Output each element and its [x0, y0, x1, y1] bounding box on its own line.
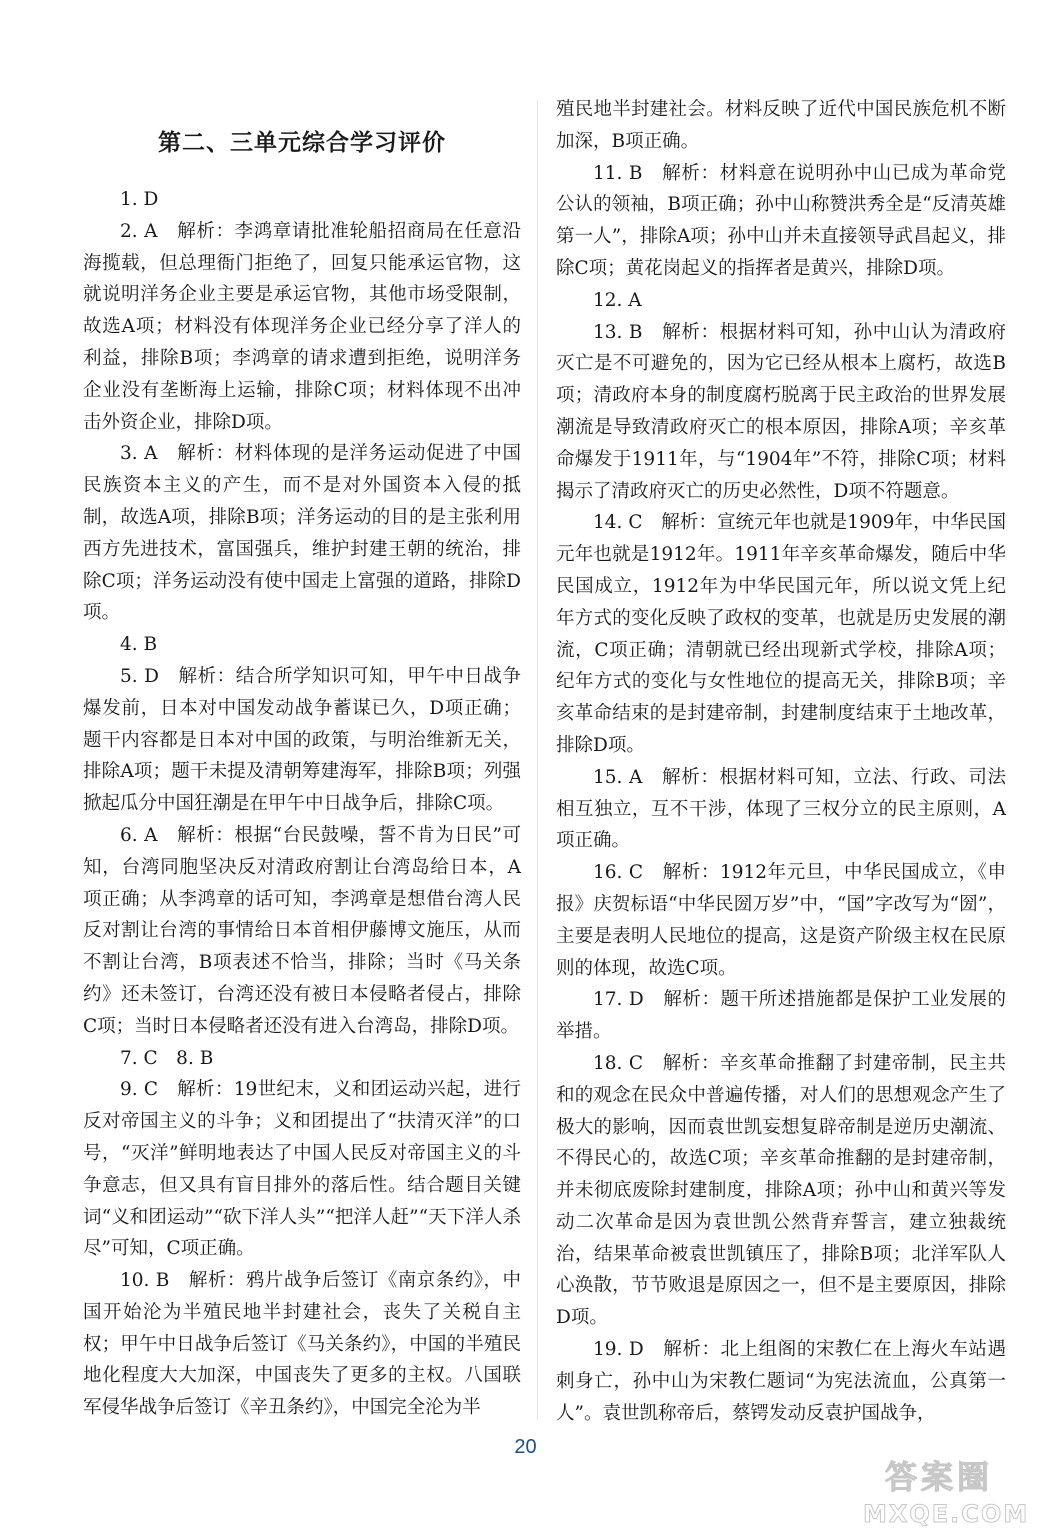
column-divider: [537, 100, 538, 1420]
page-number: 20: [514, 1436, 537, 1458]
answer-6: 6. A 解析：根据“台民鼓噪，誓不肯为日民”可知，台湾同胞坚决反对清政府割让台湾岛给日本，A项正确；从李鸿章的话可知，李鸿章是想借台湾人民反对割让台湾的事情给日本首相伊藤博文施压，从而不割让台湾，B项表述不恰当，排除；当时《马关条约》还未签订，台湾还没有被日本侵略者侵占，排除C项；当时日本侵略者还没有进入台湾岛，排除D项。: [83, 824, 521, 1037]
answer-7-8: 7. C 8. B: [120, 1047, 214, 1069]
answer-11: 11. B 解析：材料意在说明孙中山已成为革命党公认的领袖，B项正确；孙中山称赞洪秀全是“反清英雄第一人”，排除A项；孙中山并未直接领导武昌起义，排除C项；黄花岗起义的指挥者是黄兴，排除D项。: [556, 162, 1006, 279]
answer-19: 19. D 解析：北上组阁的宋教仁在上海火车站遇刺身亡，孙中山为宋教仁题词“为宪法流血，公真第一人”。袁世凯称帝后，蔡锷发动反袁护国战争，: [556, 1339, 1006, 1424]
answer-12: 12. A: [593, 289, 642, 311]
answer-4: 4. B: [120, 634, 158, 656]
watermark-line2: MXQE.COM: [863, 1500, 1030, 1528]
answer-18: 18. C 解析：辛亥革命推翻了封建帝制，民主共和的观念在民众中普遍传播，对人们的思想观念产生了极大的影响，因而袁世凯妄想复辟帝制是逆历史潮流、不得民心的，故选C项；辛亥革命推翻的是封建帝制，并未彻底废除封建制度，排除A项；孙中山和黄兴等发动二次革命是因为袁世凯公然背弃誓言，建立独裁统治，结果革命被袁世凯镇压了，排除B项；北洋军队人心涣散，节节败退是原因之一，但不是主要原因，排除D项。: [556, 1052, 1006, 1329]
answer-1: 1. D: [120, 189, 159, 210]
watermark-logo: [855, 1452, 1045, 1532]
answer-2: 2. A 解析：李鸿章请批准轮船招商局在任意沿海揽载，但总理衙门拒绝了，回复只能承运官物，这就说明洋务企业主要是承运官物，其他市场受限制，故选A项；材料没有体现洋务企业已经分享了洋人的利益，排除B项；李鸿章的请求遭到拒绝，说明洋务企业没有垄断海上运输，排除C项；材料体现不出冲击外资企业，排除D项。: [83, 220, 521, 433]
answer-14: 14. C 解析：宣统元年也就是1909年，中华民国元年也就是1912年。1911年辛亥革命爆发，随后中华民国成立，1912年为中华民国元年，所以说文凭上纪年方式的变化反映了政权的变革，也就是历史发展的潮流，C项正确；清朝就已经出现新式学校，排除A项；纪年方式的变化与女性地位的提高无关，排除B项；辛亥革命结束的是封建帝制，封建制度结束于土地改革，排除D项。: [556, 512, 1006, 756]
left-column: [83, 124, 521, 1424]
answer-3: 3. A 解析：材料体现的是洋务运动促进了中国民族资本主义的产生，而不是对外国资本入侵的抵制，故选A项，排除B项；洋务运动的目的是主张利用西方先进技术，富国强兵，维护封建王朝的统治，排除C项；洋务运动没有使中国走上富强的道路，排除D项。: [83, 443, 521, 624]
answer-15: 15. A 解析：根据材料可知，立法、行政、司法相互独立，互不干涉，体现了三权分立的民主原则，A项正确。: [556, 766, 1006, 852]
answer-10-continued: 殖民地半封建社会。材料反映了近代中国民族危机不断加深，B项正确。: [556, 99, 1006, 152]
watermark-line1: 答案圈: [885, 1458, 994, 1496]
answer-5: 5. D 解析：结合所学知识可知，甲午中日战争爆发前，日本对中国发动战争蓄谋已久，D项正确；题干内容都是日本对中国的政策，与明治维新无关，排除A项；题干未提及清朝筹建海军，排除B项；列强掀起瓜分中国狂潮是在甲午中日战争后，排除C项。: [83, 665, 521, 815]
section-title: 第二、三单元综合学习评价: [158, 130, 446, 156]
answer-9: 9. C 解析：19世纪末，义和团运动兴起，进行反对帝国主义的斗争；义和团提出了“扶清灭洋”的口号，“灭洋”鲜明地表达了中国人民反对帝国主义的斗争意志，但又具有盲目排外的落后性。结合题目关键词“义和团运动”“砍下洋人头”“把洋人赶”“天下洋人杀尽”可知，C项正确。: [83, 1079, 521, 1260]
answer-16: 16. C 解析：1912年元旦，中华民国成立，《申报》庆贺标语“中华民圀万岁”中，“国”字改写为“圀”，主要是表明人民地位的提高，这是资产阶级主权在民原则的体现，故选C项。: [556, 862, 1006, 979]
answer-13: 13. B 解析：根据材料可知，孙中山认为清政府灭亡是不可避免的，因为它已经从根本上腐朽，故选B项；清政府本身的制度腐朽脱离于民主政治的世界发展潮流是导致清政府灭亡的根本原因，排除A项；辛亥革命爆发于1911年，与“1904年”不符，排除C项；材料揭示了清政府灭亡的历史必然性，D项不符题意。: [556, 321, 1006, 502]
answer-10: 10. B 解析：鸦片战争后签订《南京条约》，中国开始沦为半殖民地半封建社会，丧失了关税自主权；甲午中日战争后签订《马关条约》，中国的半殖民地化程度大大加深，中国丧失了更多的主权。八国联军侵华战争后签订《辛丑条约》，中国完全沦为半: [83, 1270, 521, 1419]
answer-17: 17. D 解析：题干所述措施都是保护工业发展的举措。: [556, 989, 1006, 1043]
right-column: [556, 94, 1006, 1429]
